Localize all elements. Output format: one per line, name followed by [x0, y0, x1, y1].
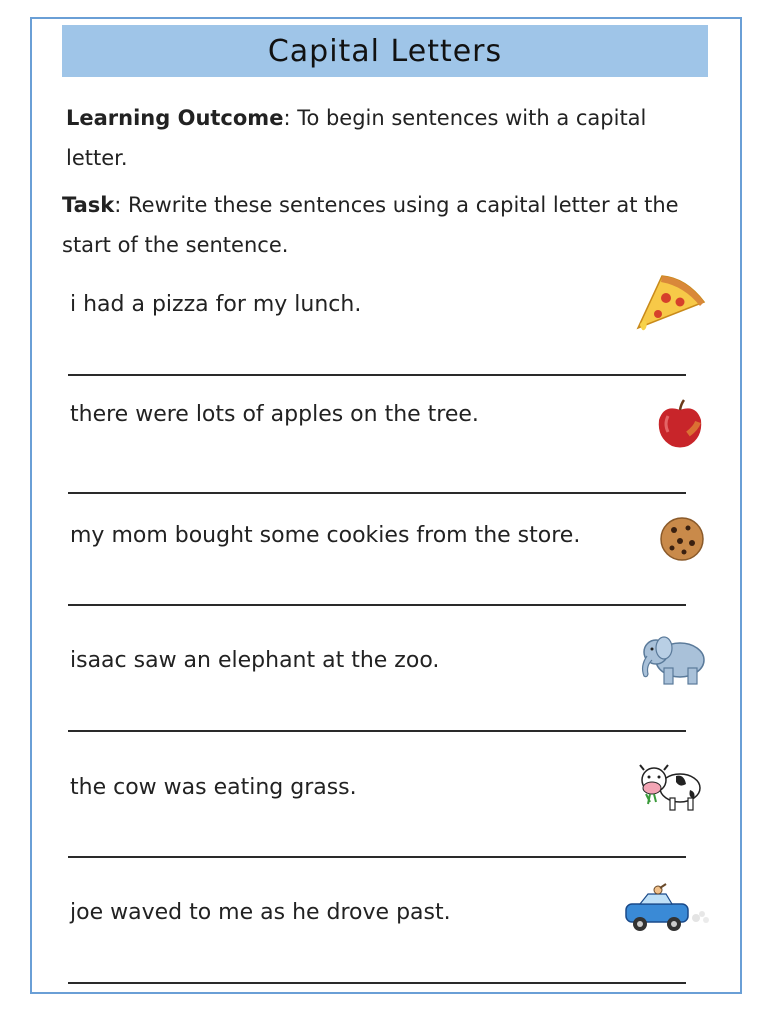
answer-line-5[interactable] — [68, 856, 686, 858]
title-banner — [62, 25, 708, 77]
task-label: Task — [62, 193, 115, 217]
cow-icon — [636, 762, 704, 812]
sentence-4: isaac saw an elephant at the zoo. — [70, 648, 440, 673]
task-text: : Rewrite these sentences using a capital letter at the start of the sentence. — [62, 193, 679, 257]
learning-outcome-label: Learning Outcome — [66, 106, 284, 130]
sentence-5: the cow was eating grass. — [70, 775, 357, 800]
sentence-3: my mom bought some cookies from the store. — [70, 523, 581, 548]
answer-line-4[interactable] — [68, 730, 686, 732]
sentence-1: i had a pizza for my lunch. — [70, 292, 362, 317]
cookie-icon — [658, 516, 706, 562]
answer-line-1[interactable] — [68, 374, 686, 376]
pizza-icon — [634, 268, 708, 334]
sentence-2: there were lots of apples on the tree. — [70, 402, 479, 427]
sentence-6: joe waved to me as he drove past. — [70, 900, 451, 925]
learning-outcome — [66, 98, 706, 178]
page-title: Capital Letters — [267, 33, 503, 69]
task-instructions — [62, 185, 722, 265]
answer-line-2[interactable] — [68, 492, 686, 494]
answer-line-6[interactable] — [68, 982, 686, 984]
learning-outcome-text: : To begin sentences with a capital letter. — [66, 106, 647, 170]
answer-line-3[interactable] — [68, 604, 686, 606]
elephant-icon — [638, 630, 710, 688]
apple-icon — [654, 398, 706, 450]
car-icon — [622, 882, 710, 934]
